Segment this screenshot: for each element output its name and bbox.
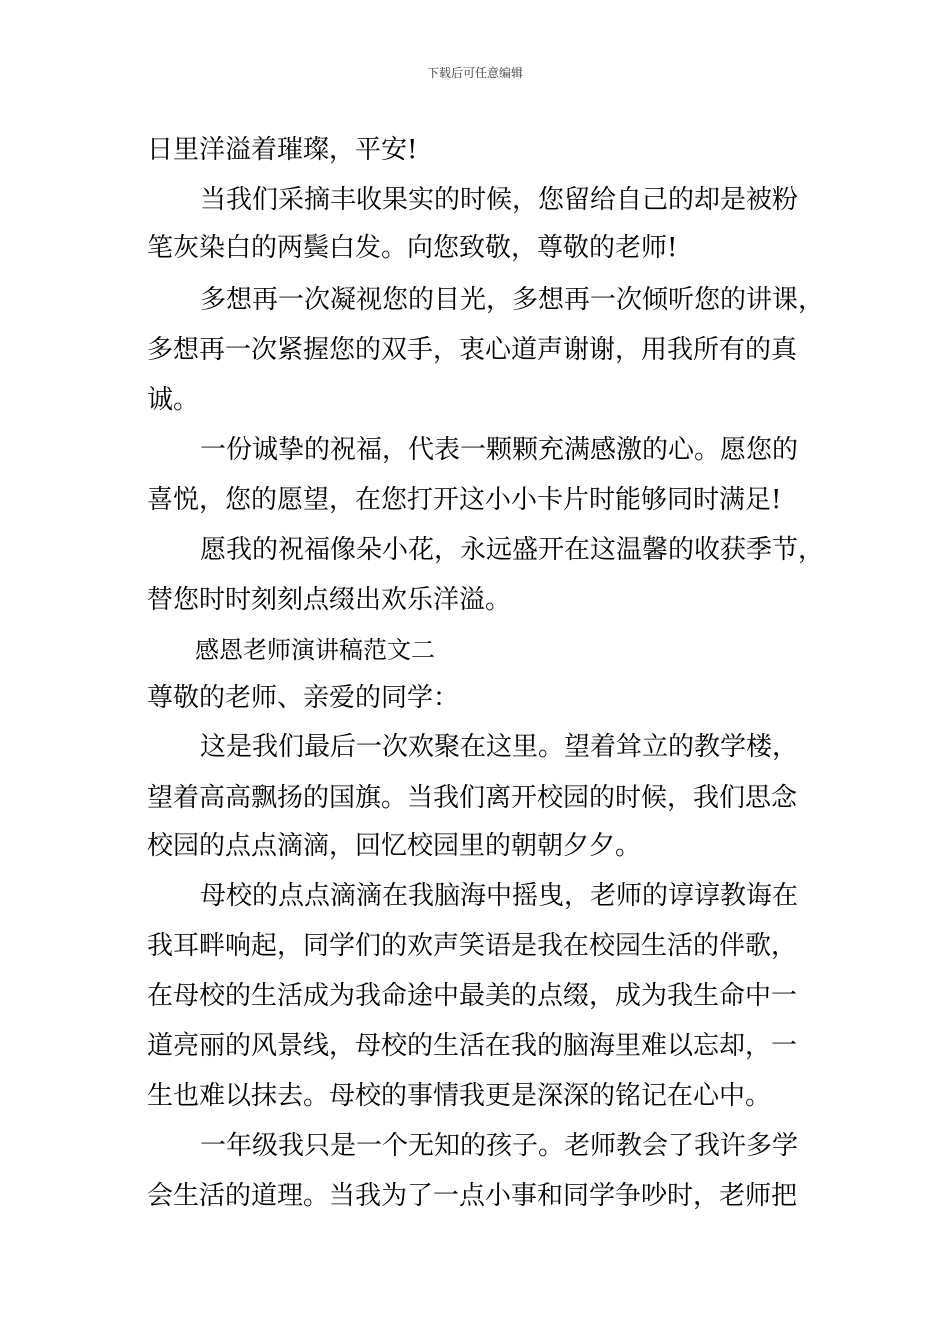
text-line: 在母校的生活成为我命途中最美的点缀，成为我生命中一	[147, 981, 798, 1011]
text-line: 这是我们最后一次欢聚在这里。望着耸立的教学楼，	[200, 732, 799, 762]
text-line: 替您时时刻刻点缀出欢乐洋溢。	[147, 585, 512, 615]
text-line: 一年级我只是一个无知的孩子。老师教会了我许多学	[200, 1131, 799, 1161]
salutation: 尊敬的老师、亲爱的同学：	[147, 683, 460, 713]
text-line: 多想再一次紧握您的双手，衷心道声谢谢，用我所有的真	[147, 335, 798, 365]
section-title: 感恩老师演讲稿范文二	[195, 636, 435, 664]
text-line: 道亮丽的风景线，母校的生活在我的脑海里难以忘却，一	[147, 1031, 798, 1061]
text-line: 一份诚挚的祝福，代表一颗颗充满感激的心。愿您的	[200, 435, 799, 465]
page-header: 下载后可任意编辑	[426, 66, 523, 80]
text-line: 愿我的祝福像朵小花，永远盛开在这温馨的收获季节，	[200, 535, 825, 565]
text-line: 当我们采摘丰收果实的时候，您留给自己的却是被粉	[200, 185, 799, 215]
text-line: 校园的点点滴滴，回忆校园里的朝朝夕夕。	[147, 831, 642, 861]
text-line: 笔灰染白的两鬓白发。向您致敬，尊敬的老师!	[147, 233, 678, 263]
text-line: 生也难以抹去。母校的事情我更是深深的铭记在心中。	[147, 1081, 772, 1111]
text-line: 母校的点点滴滴在我脑海中摇曳，老师的谆谆教诲在	[200, 881, 799, 911]
text-line: 望着高高飘扬的国旗。当我们离开校园的时候，我们思念	[147, 783, 798, 813]
text-line: 我耳畔响起，同学们的欢声笑语是我在校园生活的伴歌，	[147, 931, 798, 961]
text-line: 诚。	[147, 385, 200, 415]
text-line: 喜悦，您的愿望，在您打开这小小卡片时能够同时满足!	[147, 485, 782, 515]
text-line: 会生活的道理。当我为了一点小事和同学争吵时，老师把	[147, 1181, 798, 1211]
text-line: 日里洋溢着璀璨，平安!	[147, 135, 418, 165]
text-line: 多想再一次凝视您的目光，多想再一次倾听您的讲课，	[200, 285, 825, 315]
